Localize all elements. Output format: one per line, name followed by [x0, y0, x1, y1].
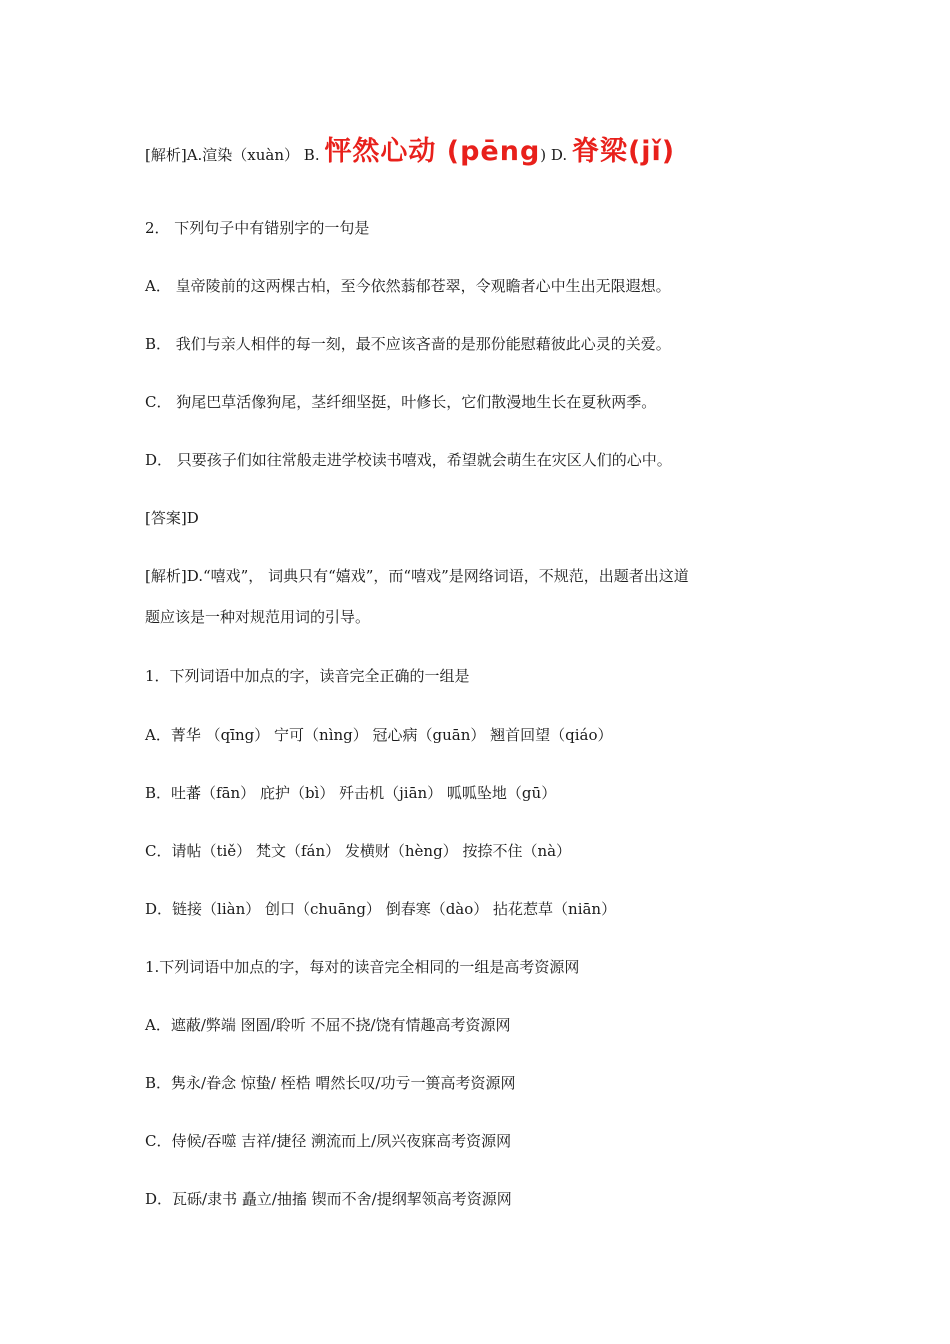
option-c-words: C．侍候/吞噬 吉祥/捷径 溯流而上/夙兴夜寐高考资源网 [145, 1132, 512, 1150]
analysis-line-2: [解析]D.“嘻戏”， 词典只有“嬉戏”，而“嘻戏”是网络词语，不规范，出题者出这道 [145, 567, 689, 585]
option-a: A． 皇帝陵前的这两棵古柏，至今依然蓊郁苍翠，令观瞻者心中生出无限遐想。 [145, 277, 671, 295]
option-a-words: A．遮蔽/弊端 囹圄/聆听 不屈不挠/饶有情趣高考资源网 [145, 1016, 511, 1034]
option-b-words: B．隽永/眷念 惊蛰/ 桎梏 喟然长叹/功亏一篑高考资源网 [145, 1074, 516, 1092]
question-1b: 1.下列词语中加点的字，每对的读音完全相同的一组是高考资源网 [145, 958, 580, 976]
option-d-words: D．瓦砾/隶书 矗立/抽搐 锲而不舍/提纲挈领高考资源网 [145, 1190, 512, 1208]
option-c-pinyin: C．请帖（tiě） 梵文（fán） 发横财（hèng） 按捺不住（nà） [145, 842, 572, 860]
question-2: 2． 下列句子中有错别字的一句是 [145, 219, 370, 237]
option-a-pinyin: A．菁华 （qīng） 宁可（nìng） 冠心病（guān） 翘首回望（qiáo） [145, 726, 613, 744]
highlight-text-b: 怦然心动 (pēng [324, 136, 541, 167]
question-1a: 1．下列词语中加点的字，读音完全正确的一组是 [145, 667, 470, 685]
option-d-pinyin: D．链接（liàn） 创口（chuāng） 倒春寒（dào） 拈花惹草（niān） [145, 900, 617, 918]
highlight-text-d: 脊梁(jǐ) [571, 136, 676, 167]
answer: [答案]D [145, 509, 199, 527]
analysis-line-3: 题应该是一种对规范用词的引导。 [145, 608, 371, 626]
analysis-text-d: ) D. [540, 146, 572, 164]
option-b-pinyin: B．吐蕃（fān） 庇护（bì） 歼击机（jiān） 呱呱坠地（gū） [145, 784, 557, 802]
analysis-text: [解析]A.渲染（xuàn） B. [145, 146, 325, 164]
option-c: C． 狗尾巴草活像狗尾，茎纤细坚挺，叶修长，它们散漫地生长在夏秋两季。 [145, 393, 657, 411]
option-b: B． 我们与亲人相伴的每一刻，最不应该吝啬的是那份能慰藉彼此心灵的关爱。 [145, 335, 671, 353]
analysis-line-1 [145, 134, 825, 173]
option-d: D． 只要孩子们如往常般走进学校读书嘻戏，希望就会萌生在灾区人们的心中。 [145, 451, 672, 469]
